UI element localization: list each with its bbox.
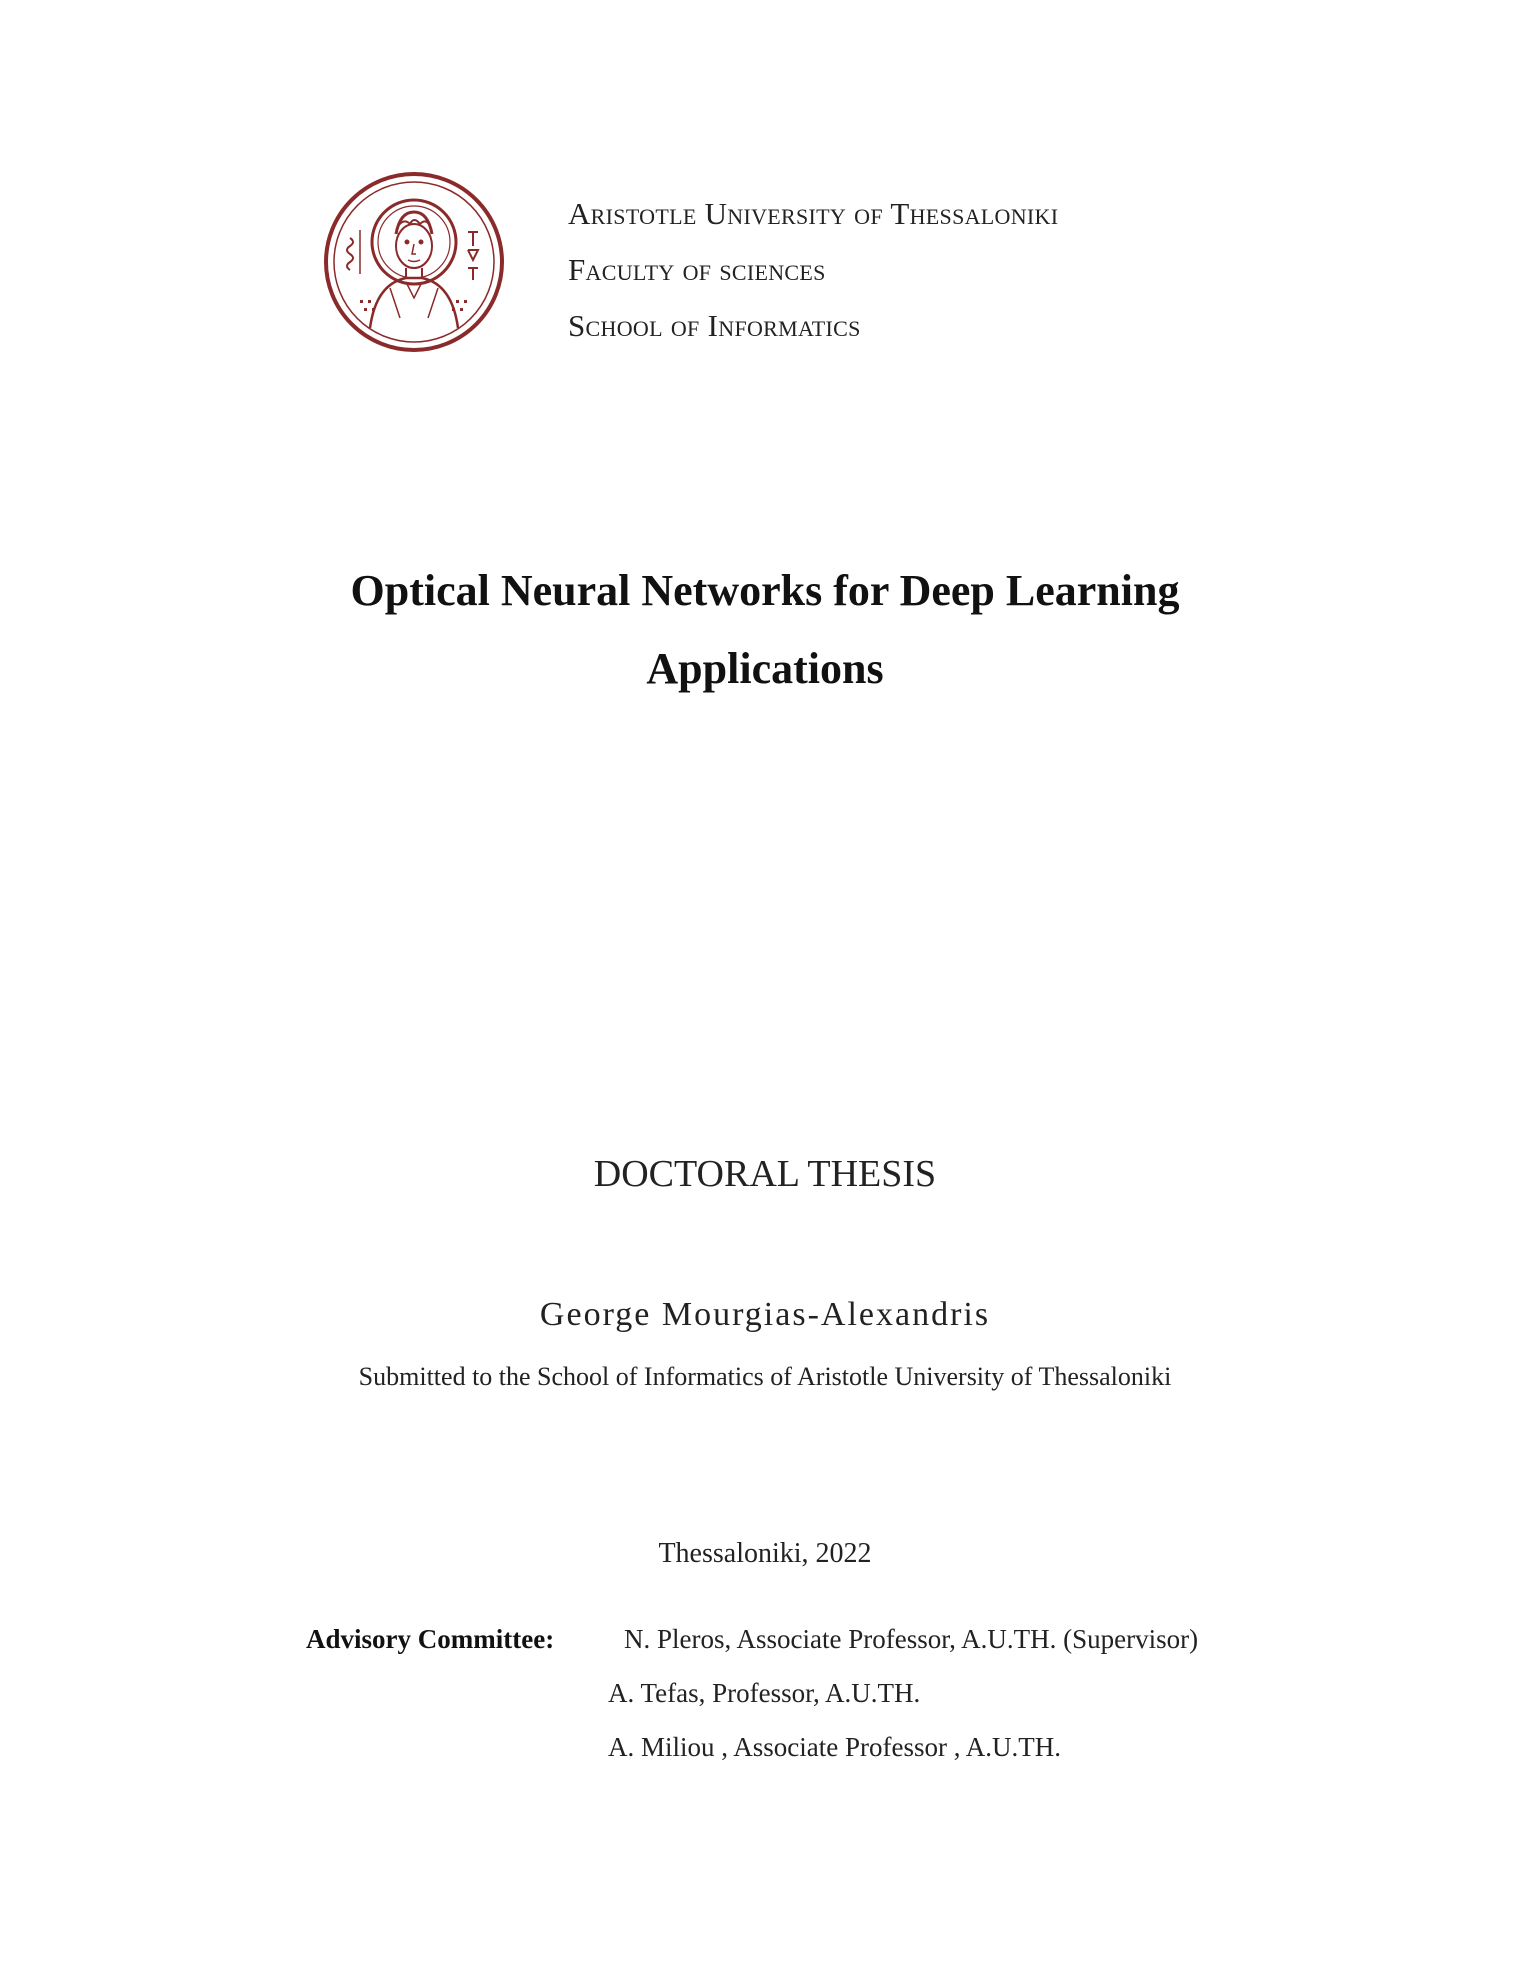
school-name: School of Informatics [568, 308, 861, 343]
author-name: George Mourgias-Alexandris [539, 1296, 991, 1333]
university-name: Aristotle University of Thessaloniki [568, 196, 1059, 231]
faculty-name: Faculty of sciences [568, 252, 826, 287]
committee-member: N. Pleros, Associate Professor, A.U.TH. (Supervisor) [624, 1624, 1199, 1654]
place-and-date: Thessaloniki, 2022 [658, 1538, 872, 1569]
advisory-committee-label: Advisory Committee: [306, 1624, 555, 1654]
thesis-title-line-1: Optical Neural Networks for Deep Learning [350, 566, 1180, 615]
submission-statement: Submitted to the School of Informatics of Aristotle University of Thessaloniki [358, 1362, 1172, 1391]
document-type: DOCTORAL THESIS [593, 1153, 937, 1195]
thesis-title [0, 552, 1530, 708]
committee-member: A. Tefas, Professor, A.U.TH. [608, 1678, 921, 1708]
institution-header [568, 186, 1058, 354]
thesis-title-line-2: Applications [646, 644, 884, 693]
university-seal-icon [320, 168, 508, 356]
committee-member: A. Miliou , Associate Professor , A.U.TH. [608, 1732, 1061, 1762]
